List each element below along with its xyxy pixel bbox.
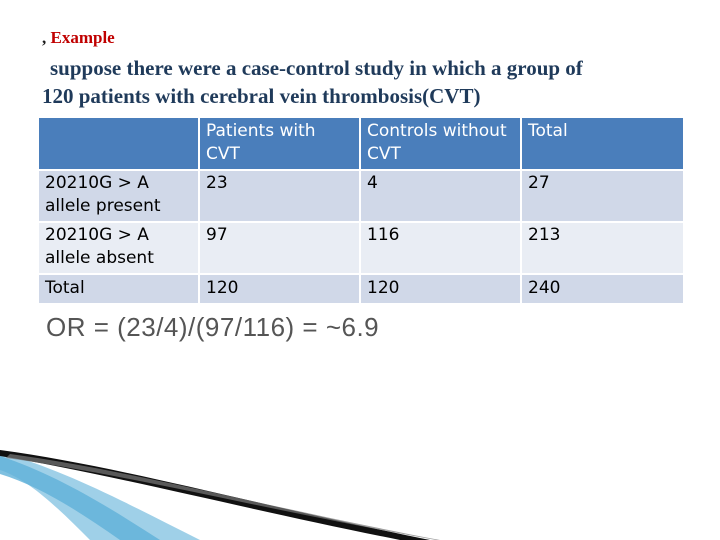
table-cell: 120: [199, 274, 360, 304]
odds-ratio-formula: OR = (23/4)/(97/116) = ~6.9: [46, 312, 380, 342]
table-header-row: [38, 117, 684, 170]
table-row: [38, 222, 684, 274]
intro-line-2: 120 patients with cerebral vein thrombosis(CVT): [42, 84, 481, 108]
table-row: [38, 170, 684, 222]
row-label: 20210G > A allele present: [38, 170, 199, 222]
row-label: Total: [38, 274, 199, 304]
table-cell: 120: [360, 274, 521, 304]
table-cell: 27: [521, 170, 684, 222]
table-cell: 116: [360, 222, 521, 274]
table-cell: 240: [521, 274, 684, 304]
decorative-swoosh: [0, 450, 720, 540]
contingency-table: [37, 116, 685, 305]
slide-heading: [42, 28, 115, 48]
intro-line-1: suppose there were a case-control study in which a group of: [50, 56, 583, 80]
intro-text: [42, 54, 702, 110]
example-label: Example: [50, 28, 115, 47]
header-cell-total: Total: [521, 117, 684, 170]
table-cell: 23: [199, 170, 360, 222]
heading-prefix: ,: [42, 28, 51, 47]
swoosh-light-band: [0, 452, 200, 540]
row-label: 20210G > A allele absent: [38, 222, 199, 274]
table-cell: 97: [199, 222, 360, 274]
table-cell: 213: [521, 222, 684, 274]
header-cell-empty: [38, 117, 199, 170]
table-row: [38, 274, 684, 304]
header-cell-controls: Controls without CVT: [360, 117, 521, 170]
header-cell-patients: Patients with CVT: [199, 117, 360, 170]
table-cell: 4: [360, 170, 521, 222]
